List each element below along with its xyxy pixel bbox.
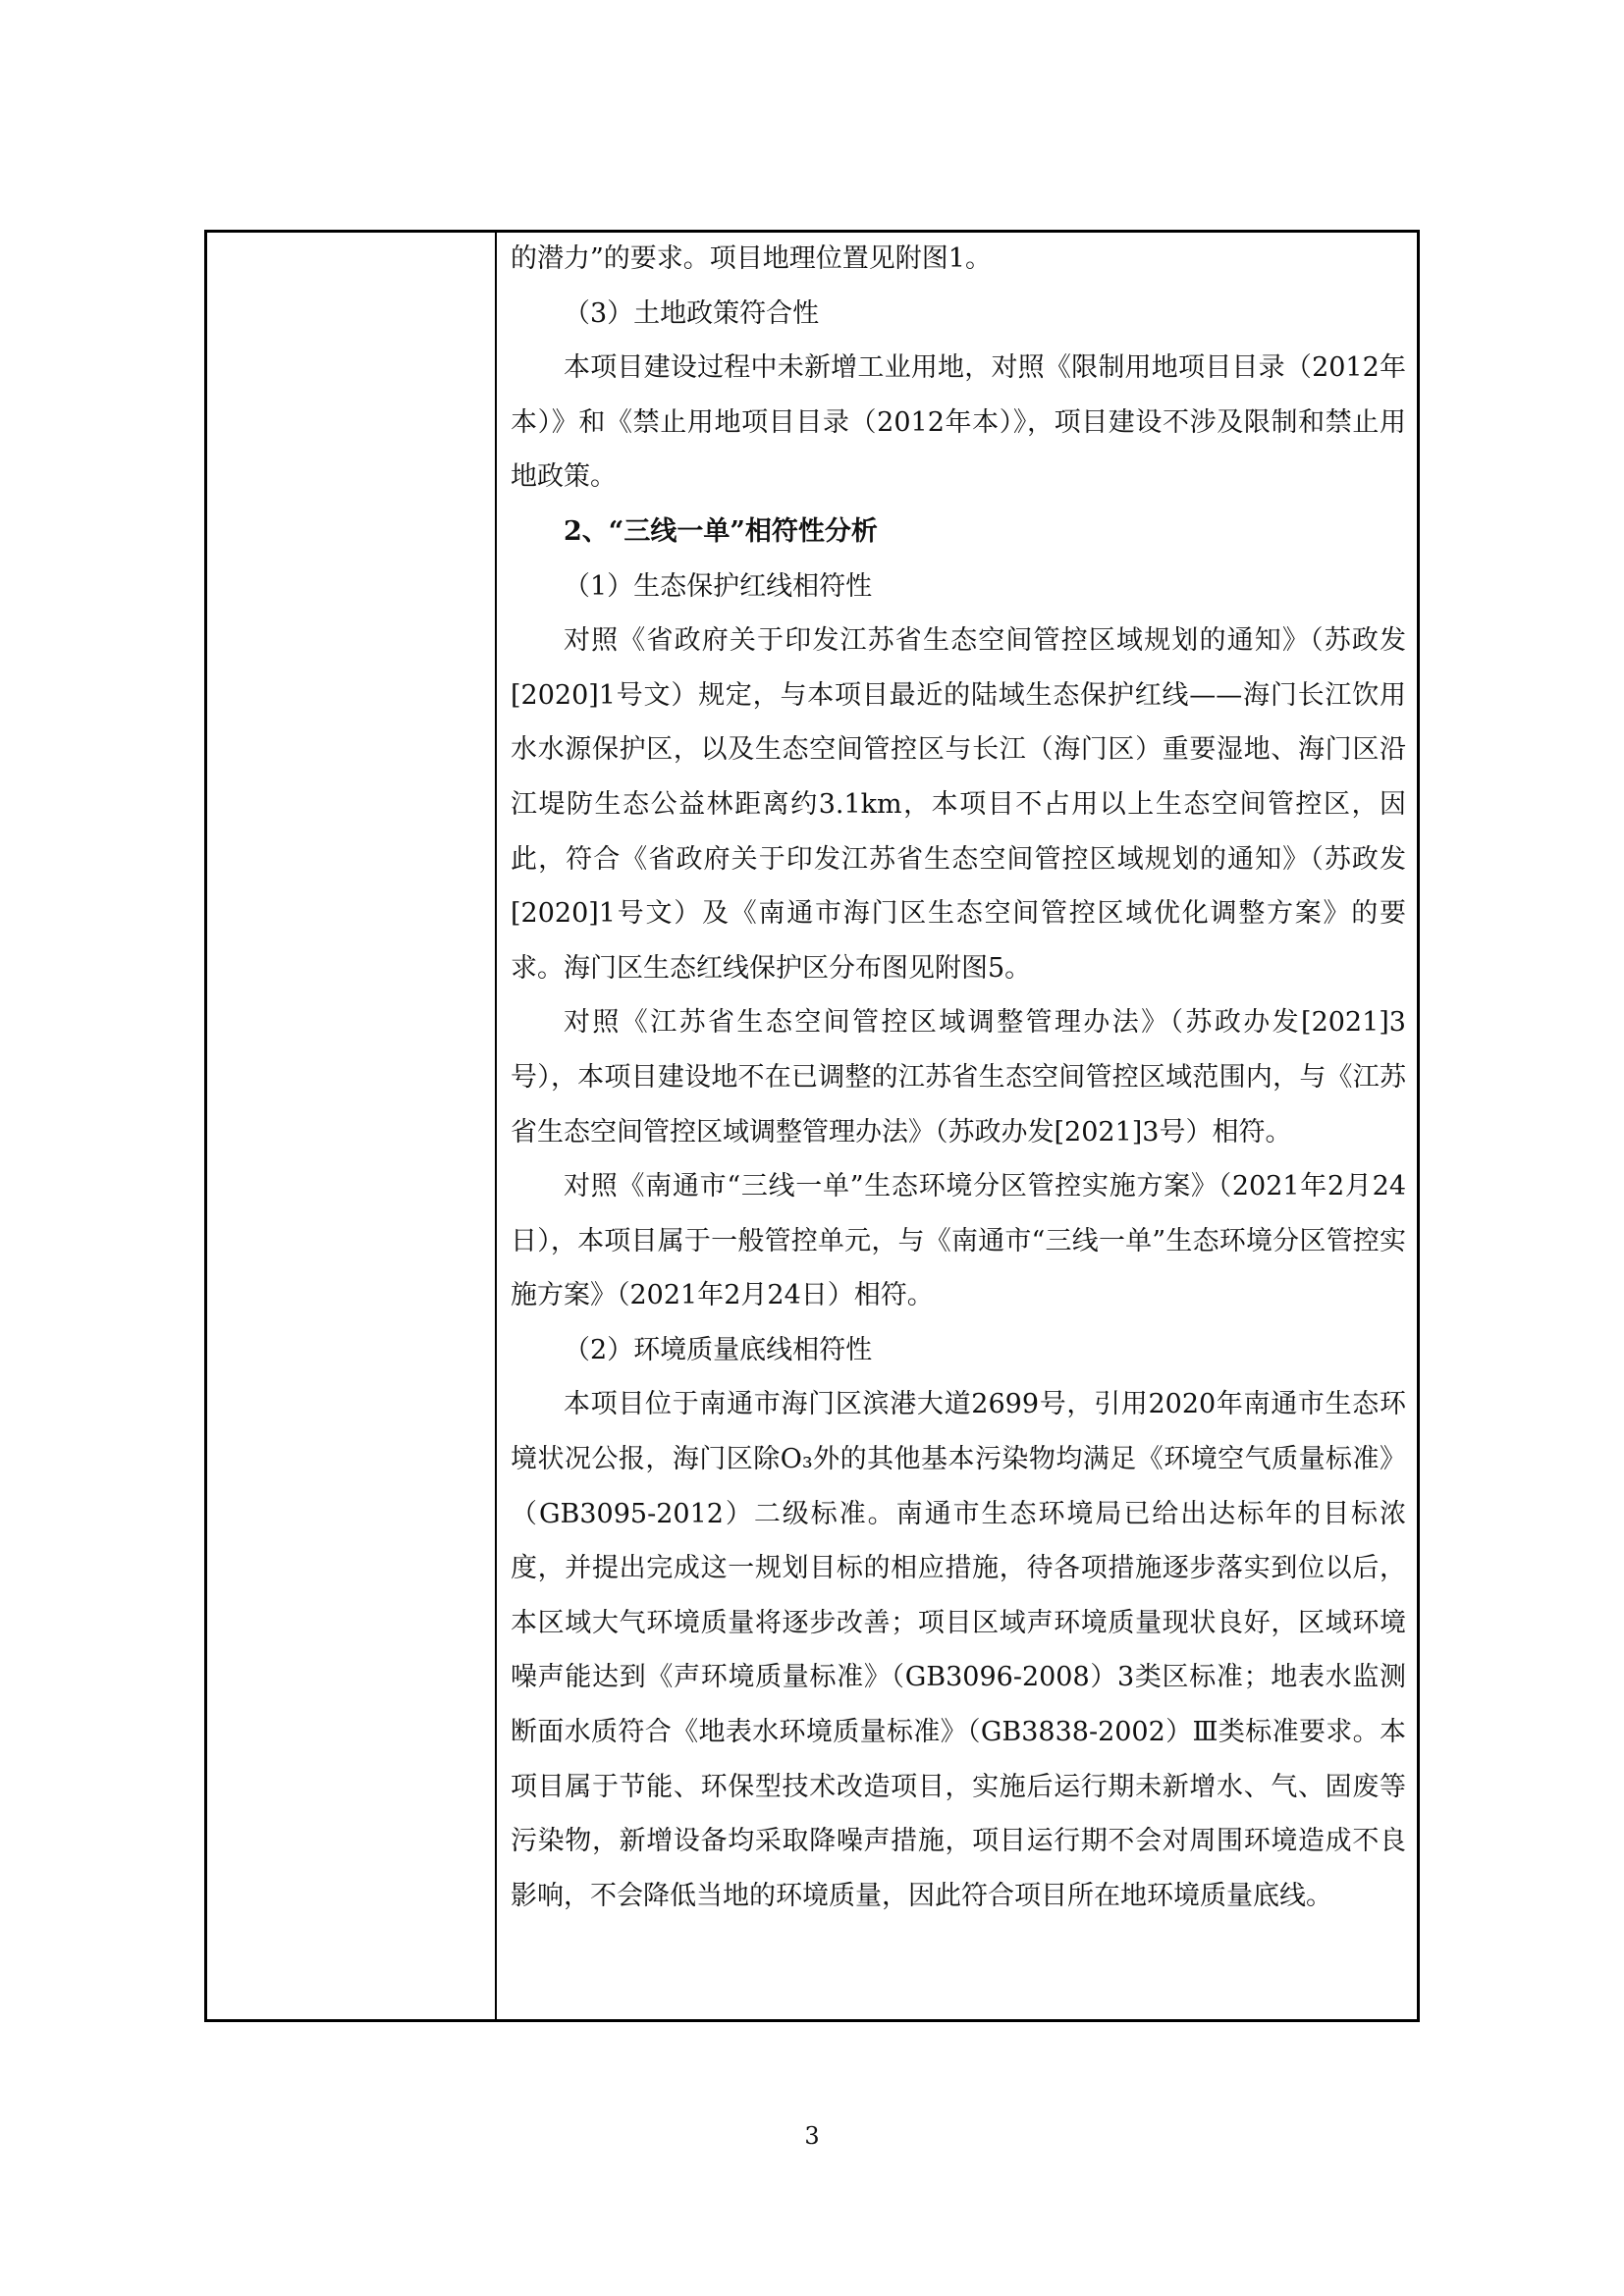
paragraph-environmental-quality: 本项目位于南通市海门区滨港大道2699号，引用2020年南通市生态环境状况公报，海门区除O₃外的其他基本污染物均满足《环境空气质量标准》（GB3095-2012）二级标准。南通市生态环境局已给出达标年的目标浓度，并提出完成这一规划目标的相应措施，待各项措施逐步落实到位以后，本区域大气环境质量将逐步改善；项目区域声环境质量现状良好，区域环境噪声能达到《声环境质量标准》（GB3096-2008）3类区标准；地表水监测断面水质符合《地表水环境质量标准》（GB3838-2002）Ⅲ类标准要求。本项目属于节能、环保型技术改造项目，实施后运行期未新增水、气、固废等污染物，新增设备均采取降噪声措施，项目运行期不会对周围环境造成不良影响，不会降低当地的环境质量，因此符合项目所在地环境质量底线。 bbox=[511, 1389, 1406, 1911]
section-heading-three-lines-one-list: 2、“三线一单”相符性分析 bbox=[564, 515, 878, 547]
paragraph-location-conclusion: 的潜力”的要求。项目地理位置见附图1。 bbox=[511, 243, 992, 274]
subheading-environmental-quality: （2）环境质量底线相符性 bbox=[564, 1334, 873, 1365]
paragraph-nantong-zoning: 对照《南通市“三线一单”生态环境分区管控实施方案》（2021年2月24日），本项目属于一般管控单元，与《南通市“三线一单”生态环境分区管控实施方案》（2021年2月24日）相符。 bbox=[511, 1171, 1406, 1311]
subheading-ecological-redline: （1）生态保护红线相符性 bbox=[564, 570, 873, 602]
subheading-land-policy: （3）土地政策符合性 bbox=[564, 297, 820, 329]
paragraph-land-policy: 本项目建设过程中未新增工业用地，对照《限制用地项目目录（2012年本）》和《禁止用地项目目录（2012年本）》，项目建设不涉及限制和禁止用地政策。 bbox=[511, 352, 1406, 493]
paragraph-control-zone-adjustment: 对照《江苏省生态空间管控区域调整管理办法》（苏政办发[2021]3号），本项目建设地不在已调整的江苏省生态空间管控区域范围内，与《江苏省生态空间管控区域调整管理办法》（苏政办发[2021]3号）相符。 bbox=[511, 1007, 1406, 1148]
column-divider bbox=[495, 230, 497, 2022]
table-right-cell bbox=[511, 232, 1406, 1923]
page-number: 3 bbox=[804, 2122, 820, 2150]
paragraph-ecological-redline: 对照《省政府关于印发江苏省生态空间管控区域规划的通知》（苏政发[2020]1号文）规定，与本项目最近的陆域生态保护红线——海门长江饮用水水源保护区，以及生态空间管控区与长江（海门区）重要湿地、海门区沿江堤防生态公益林距离约3.1km，本项目不占用以上生态空间管控区，因此，符合《省政府关于印发江苏省生态空间管控区域规划的通知》（苏政发[2020]1号文）及《南通市海门区生态空间管控区域优化调整方案》的要求。海门区生态红线保护区分布图见附图5。 bbox=[511, 625, 1406, 984]
